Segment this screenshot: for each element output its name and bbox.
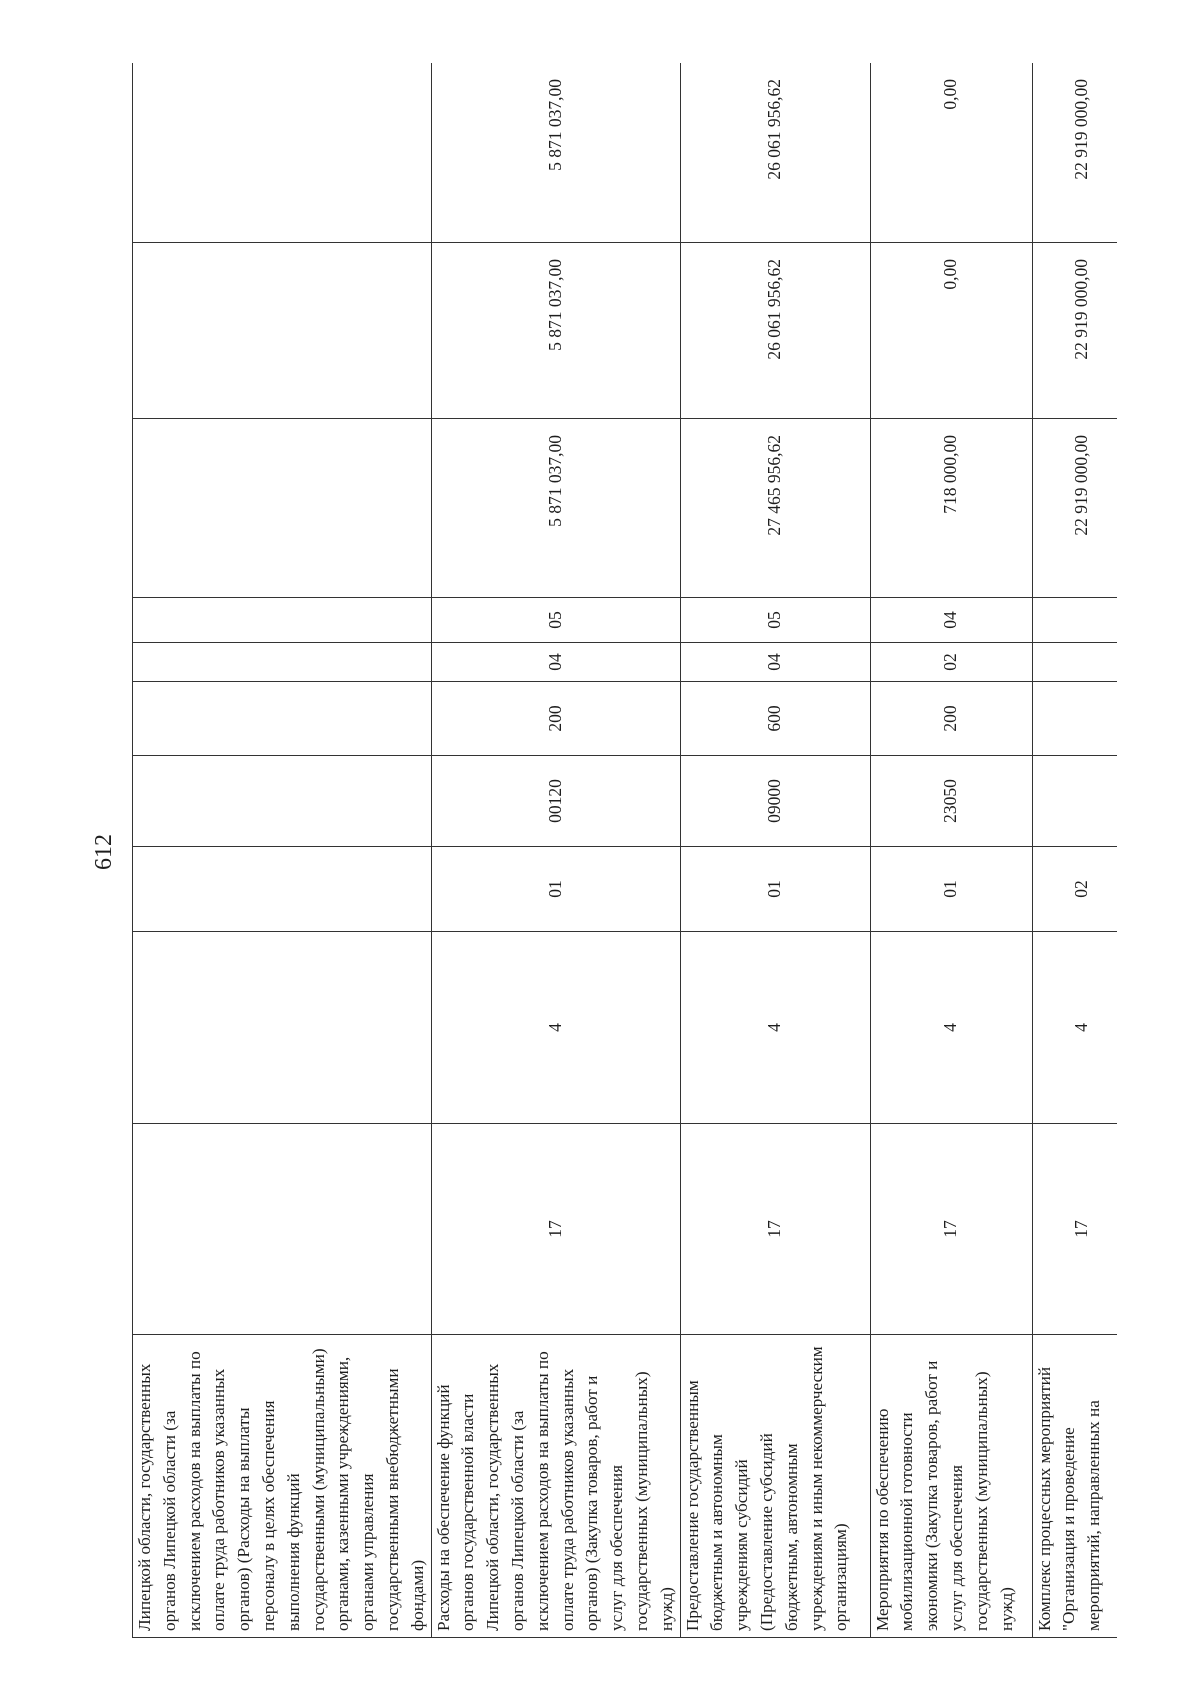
- cell-sum-year2: 5 871 037,00: [431, 243, 680, 419]
- row-description: [680, 1335, 870, 1638]
- page-number: 612: [91, 834, 117, 870]
- budget-table: [132, 63, 1117, 1638]
- cell-section: [133, 643, 432, 682]
- cell-subsection: 05: [431, 598, 680, 643]
- row-description: [1032, 1335, 1117, 1638]
- description-line: учреждениям и иным некоммерческим: [806, 1346, 826, 1631]
- table-row: [680, 63, 870, 1638]
- cell-expense-type: 200: [870, 682, 1032, 756]
- description-line: (Предоставление субсидий: [756, 1433, 776, 1631]
- description-line: нужд): [656, 1587, 676, 1631]
- table-row: [133, 63, 432, 1638]
- description-line: выполнения функций: [283, 1473, 303, 1631]
- description-line: фондами): [407, 1559, 427, 1631]
- cell-direction-code: 00120: [431, 756, 680, 847]
- cell-direction-code: 23050: [870, 756, 1032, 847]
- description-line: государственных (муниципальных): [971, 1371, 991, 1631]
- cell-sum-year2: 0,00: [870, 243, 1032, 419]
- cell-direction-code: [133, 756, 432, 847]
- description-line: Липецкой области, государственных: [135, 1363, 154, 1631]
- description-line: бюджетным и автономным: [707, 1434, 727, 1631]
- cell-program-code: 4: [870, 932, 1032, 1124]
- cell-sum-year3: [133, 63, 432, 243]
- cell-sum-year3: 22 919 000,00: [1032, 63, 1117, 243]
- cell-subprogram-code: 02: [1032, 847, 1117, 932]
- description-line: мероприятий, направленных на: [1084, 1400, 1104, 1631]
- cell-admin-code: 17: [1032, 1124, 1117, 1335]
- cell-program-code: [133, 932, 432, 1124]
- description-line: органов) (Расходы на выплаты: [234, 1407, 254, 1631]
- cell-sum-year2: [133, 243, 432, 419]
- cell-expense-type: 600: [680, 682, 870, 756]
- description-line: экономики (Закупка товаров, работ и: [922, 1360, 942, 1631]
- description-line: Липецкой области, государственных: [483, 1363, 503, 1631]
- description-line: исключением расходов на выплаты по: [184, 1351, 204, 1631]
- cell-admin-code: [133, 1124, 432, 1335]
- description-line: оплате труда работников указанных: [557, 1368, 577, 1631]
- cell-subsection: 05: [680, 598, 870, 643]
- description-line: "Организация и проведение: [1059, 1427, 1079, 1631]
- cell-admin-code: 17: [870, 1124, 1032, 1335]
- description-line: Предоставление государственным: [682, 1380, 702, 1631]
- description-line: исключением расходов на выплаты по: [532, 1351, 552, 1631]
- cell-sum-year2: 22 919 000,00: [1032, 243, 1117, 419]
- description-line: услуг для обеспечения: [946, 1464, 966, 1631]
- description-line: учреждениям субсидий: [732, 1459, 752, 1631]
- description-line: органами управления: [358, 1473, 378, 1631]
- description-line: Комплекс процессных мероприятий: [1034, 1366, 1054, 1631]
- cell-section: 04: [680, 643, 870, 682]
- description-line: бюджетным, автономным: [781, 1443, 801, 1631]
- cell-program-code: 4: [431, 932, 680, 1124]
- row-description: [133, 1335, 432, 1638]
- cell-sum-year1: 22 919 000,00: [1032, 419, 1117, 598]
- cell-subsection: [133, 598, 432, 643]
- cell-sum-year3: 26 061 956,62: [680, 63, 870, 243]
- cell-expense-type: 200: [431, 682, 680, 756]
- cell-subprogram-code: [133, 847, 432, 932]
- cell-program-code: 4: [1032, 932, 1117, 1124]
- row-description: [870, 1335, 1032, 1638]
- cell-sum-year1: 5 871 037,00: [431, 419, 680, 598]
- description-line: организациям): [831, 1523, 851, 1631]
- cell-sum-year2: 26 061 956,62: [680, 243, 870, 419]
- cell-direction-code: [1032, 756, 1117, 847]
- cell-section: 02: [870, 643, 1032, 682]
- cell-program-code: 4: [680, 932, 870, 1124]
- cell-sum-year3: 5 871 037,00: [431, 63, 680, 243]
- cell-subsection: 04: [870, 598, 1032, 643]
- description-line: государственными (муниципальными): [308, 1348, 328, 1631]
- cell-section: 04: [431, 643, 680, 682]
- table-viewport: [132, 63, 1117, 1638]
- cell-subprogram-code: 01: [680, 847, 870, 932]
- description-line: государственных (муниципальных): [631, 1371, 651, 1631]
- description-line: оплате труда работников указанных: [209, 1368, 229, 1631]
- cell-admin-code: 17: [431, 1124, 680, 1335]
- cell-direction-code: 09000: [680, 756, 870, 847]
- description-line: органами, казенными учреждениями,: [333, 1356, 353, 1631]
- cell-subprogram-code: 01: [870, 847, 1032, 932]
- description-line: государственными внебюджетными: [382, 1368, 402, 1631]
- cell-subprogram-code: 01: [431, 847, 680, 932]
- cell-sum-year1: 718 000,00: [870, 419, 1032, 598]
- cell-expense-type: [133, 682, 432, 756]
- description-line: органов государственной власти: [458, 1393, 478, 1631]
- cell-admin-code: 17: [680, 1124, 870, 1335]
- table-row: [431, 63, 680, 1638]
- table-row: [870, 63, 1032, 1638]
- description-line: Расходы на обеспечение функций: [433, 1384, 453, 1631]
- row-description: [431, 1335, 680, 1638]
- table-row: [1032, 63, 1117, 1638]
- description-line: органов) (Закупка товаров, работ и: [582, 1375, 602, 1631]
- cell-sum-year1: [133, 419, 432, 598]
- cell-subsection: [1032, 598, 1117, 643]
- description-line: органов Липецкой области (за: [507, 1410, 527, 1631]
- cell-sum-year3: 0,00: [870, 63, 1032, 243]
- description-line: услуг для обеспечения: [607, 1464, 627, 1631]
- description-line: органов Липецкой области (за: [159, 1410, 179, 1631]
- cell-expense-type: [1032, 682, 1117, 756]
- cell-sum-year1: 27 465 956,62: [680, 419, 870, 598]
- cell-section: [1032, 643, 1117, 682]
- description-line: мобилизационной готовности: [897, 1412, 917, 1631]
- description-line: персоналу в целях обеспечения: [258, 1400, 278, 1631]
- description-line: нужд): [996, 1587, 1016, 1631]
- description-line: Мероприятия по обеспечению: [872, 1408, 892, 1631]
